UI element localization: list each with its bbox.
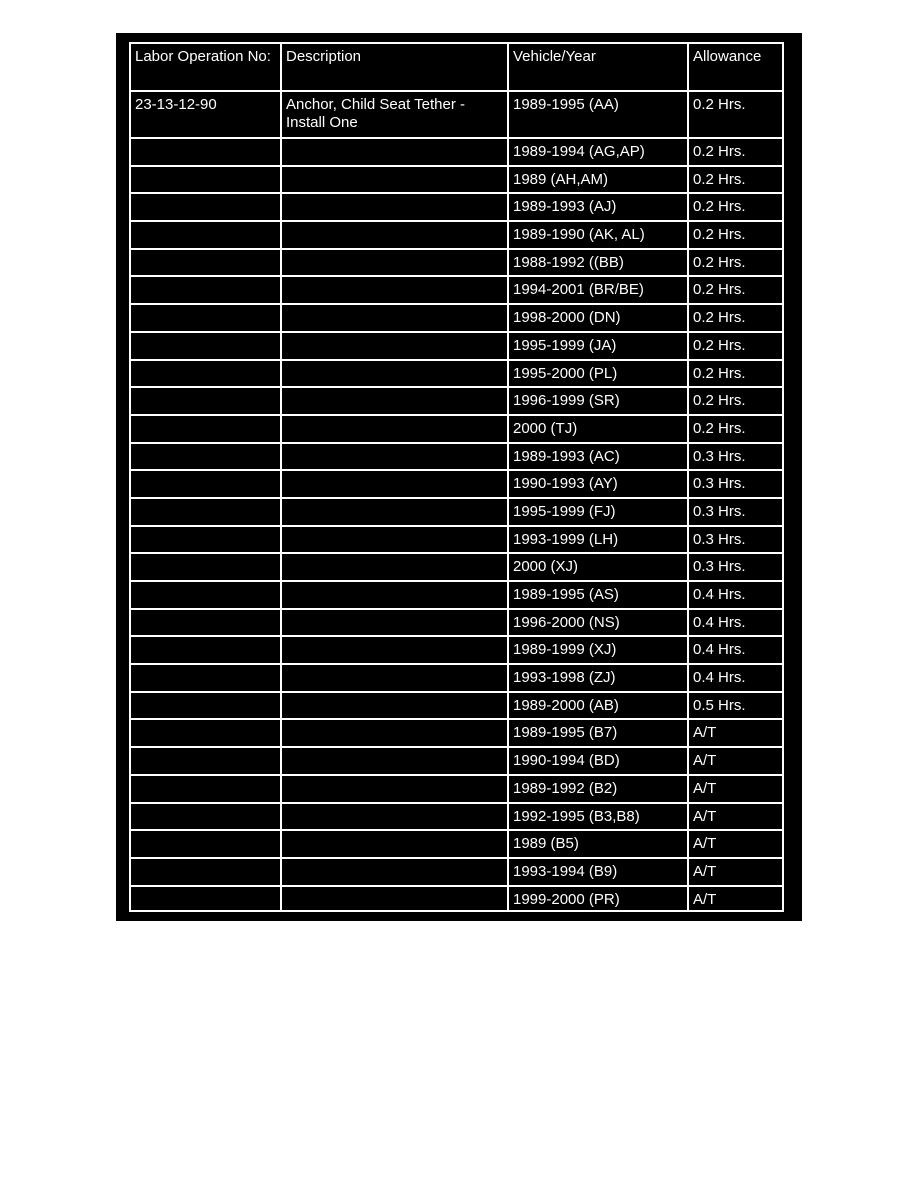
cell-allowance: 0.3 Hrs.: [687, 552, 784, 580]
cell-allowance: A/T: [687, 718, 784, 746]
cell-description: [280, 497, 507, 525]
table-row: [129, 303, 784, 331]
cell-vehicle-year: 1989 (AH,AM): [507, 165, 687, 193]
cell-allowance: 0.2 Hrs.: [687, 275, 784, 303]
cell-vehicle-year: 1989-1993 (AJ): [507, 192, 687, 220]
cell-vehicle-year: 1998-2000 (DN): [507, 303, 687, 331]
table-row: [129, 442, 784, 470]
cell-description: [280, 331, 507, 359]
cell-labor-operation: [129, 663, 280, 691]
table-row: [129, 165, 784, 193]
cell-allowance: 0.2 Hrs.: [687, 331, 784, 359]
table-row: [129, 691, 784, 719]
cell-vehicle-year: 1990-1994 (BD): [507, 746, 687, 774]
cell-description: [280, 248, 507, 276]
cell-labor-operation: [129, 746, 280, 774]
table-header-row: [129, 42, 784, 90]
cell-allowance: 0.2 Hrs.: [687, 359, 784, 387]
cell-description: [280, 165, 507, 193]
cell-allowance: 0.2 Hrs.: [687, 220, 784, 248]
table-row: [129, 718, 784, 746]
cell-allowance: 0.2 Hrs.: [687, 386, 784, 414]
cell-description: [280, 303, 507, 331]
cell-labor-operation: [129, 857, 280, 885]
table-row: [129, 248, 784, 276]
cell-vehicle-year: 1996-2000 (NS): [507, 608, 687, 636]
cell-description: [280, 552, 507, 580]
cell-description: [280, 386, 507, 414]
table-row: [129, 885, 784, 913]
table-row: [129, 829, 784, 857]
cell-vehicle-year: 1999-2000 (PR): [507, 885, 687, 913]
cell-vehicle-year: 1989-1995 (AA): [507, 90, 687, 137]
cell-labor-operation: [129, 497, 280, 525]
header-allowance: Allowance: [687, 42, 784, 90]
table-row: [129, 359, 784, 387]
cell-allowance: 0.3 Hrs.: [687, 442, 784, 470]
cell-labor-operation: [129, 718, 280, 746]
table-row: [129, 857, 784, 885]
cell-labor-operation: [129, 192, 280, 220]
cell-labor-operation: [129, 691, 280, 719]
cell-labor-operation: [129, 248, 280, 276]
table-row: [129, 774, 784, 802]
cell-vehicle-year: 2000 (TJ): [507, 414, 687, 442]
table-row: [129, 608, 784, 636]
cell-allowance: 0.2 Hrs.: [687, 248, 784, 276]
table-row: [129, 635, 784, 663]
cell-vehicle-year: 1989-1995 (AS): [507, 580, 687, 608]
cell-labor-operation: [129, 442, 280, 470]
table-row: [129, 746, 784, 774]
cell-description: Anchor, Child Seat Tether - Install One: [280, 90, 507, 137]
cell-vehicle-year: 1994-2001 (BR/BE): [507, 275, 687, 303]
table-row: [129, 220, 784, 248]
cell-labor-operation: [129, 635, 280, 663]
table-row: [129, 414, 784, 442]
cell-labor-operation: [129, 469, 280, 497]
cell-description: [280, 359, 507, 387]
cell-labor-operation: [129, 303, 280, 331]
table-row: [129, 802, 784, 830]
cell-description: [280, 192, 507, 220]
table-row: [129, 525, 784, 553]
cell-description: [280, 137, 507, 165]
cell-vehicle-year: 1988-1992 ((BB): [507, 248, 687, 276]
cell-vehicle-year: 1992-1995 (B3,B8): [507, 802, 687, 830]
cell-labor-operation: [129, 608, 280, 636]
cell-description: [280, 718, 507, 746]
header-vehicle-year: Vehicle/Year: [507, 42, 687, 90]
header-description: Description: [280, 42, 507, 90]
cell-vehicle-year: 1989-1992 (B2): [507, 774, 687, 802]
cell-allowance: 0.2 Hrs.: [687, 165, 784, 193]
cell-labor-operation: [129, 829, 280, 857]
cell-labor-operation: [129, 580, 280, 608]
cell-allowance: 0.3 Hrs.: [687, 469, 784, 497]
table-row: [129, 192, 784, 220]
table-row: [129, 580, 784, 608]
cell-labor-operation: [129, 774, 280, 802]
cell-allowance: 0.3 Hrs.: [687, 497, 784, 525]
cell-labor-operation: [129, 386, 280, 414]
cell-vehicle-year: 1996-1999 (SR): [507, 386, 687, 414]
cell-description: [280, 829, 507, 857]
cell-allowance: 0.2 Hrs.: [687, 137, 784, 165]
table-row: [129, 331, 784, 359]
cell-description: [280, 663, 507, 691]
cell-labor-operation: [129, 220, 280, 248]
cell-description: [280, 442, 507, 470]
cell-vehicle-year: 1995-2000 (PL): [507, 359, 687, 387]
cell-vehicle-year: 1993-1998 (ZJ): [507, 663, 687, 691]
cell-vehicle-year: 1995-1999 (FJ): [507, 497, 687, 525]
cell-vehicle-year: 1990-1993 (AY): [507, 469, 687, 497]
cell-allowance: 0.4 Hrs.: [687, 608, 784, 636]
cell-description: [280, 525, 507, 553]
cell-vehicle-year: 1989-2000 (AB): [507, 691, 687, 719]
cell-allowance: 0.3 Hrs.: [687, 525, 784, 553]
cell-vehicle-year: 1995-1999 (JA): [507, 331, 687, 359]
cell-allowance: 0.2 Hrs.: [687, 192, 784, 220]
table-row: [129, 137, 784, 165]
cell-vehicle-year: 1989-1994 (AG,AP): [507, 137, 687, 165]
cell-vehicle-year: 1989-1995 (B7): [507, 718, 687, 746]
cell-description: [280, 885, 507, 913]
table-row: [129, 497, 784, 525]
cell-labor-operation: [129, 275, 280, 303]
cell-labor-operation: [129, 525, 280, 553]
cell-description: [280, 857, 507, 885]
cell-vehicle-year: 1989-1990 (AK, AL): [507, 220, 687, 248]
cell-labor-operation: [129, 802, 280, 830]
cell-allowance: 0.4 Hrs.: [687, 580, 784, 608]
cell-vehicle-year: 1989-1993 (AC): [507, 442, 687, 470]
table-row: [129, 275, 784, 303]
cell-vehicle-year: 1989-1999 (XJ): [507, 635, 687, 663]
cell-allowance: 0.2 Hrs.: [687, 303, 784, 331]
cell-description: [280, 608, 507, 636]
cell-labor-operation: [129, 414, 280, 442]
table-row: [129, 663, 784, 691]
cell-vehicle-year: 1993-1994 (B9): [507, 857, 687, 885]
cell-labor-operation: [129, 359, 280, 387]
cell-description: [280, 414, 507, 442]
cell-labor-operation: [129, 165, 280, 193]
table-row: [129, 469, 784, 497]
cell-labor-operation: [129, 137, 280, 165]
cell-labor-operation: [129, 885, 280, 913]
cell-description: [280, 580, 507, 608]
cell-allowance: 0.2 Hrs.: [687, 414, 784, 442]
cell-allowance: A/T: [687, 829, 784, 857]
cell-labor-operation: [129, 552, 280, 580]
labor-table-frame: [116, 33, 802, 921]
cell-description: [280, 802, 507, 830]
cell-description: [280, 469, 507, 497]
table-row: [129, 386, 784, 414]
cell-allowance: A/T: [687, 885, 784, 913]
cell-allowance: 0.5 Hrs.: [687, 691, 784, 719]
cell-allowance: A/T: [687, 857, 784, 885]
cell-allowance: A/T: [687, 746, 784, 774]
cell-description: [280, 774, 507, 802]
table-row: [129, 552, 784, 580]
cell-allowance: 0.2 Hrs.: [687, 90, 784, 137]
cell-vehicle-year: 1989 (B5): [507, 829, 687, 857]
cell-allowance: A/T: [687, 774, 784, 802]
cell-description: [280, 691, 507, 719]
header-labor-operation: Labor Operation No:: [129, 42, 280, 90]
cell-vehicle-year: 1993-1999 (LH): [507, 525, 687, 553]
cell-description: [280, 220, 507, 248]
cell-allowance: 0.4 Hrs.: [687, 635, 784, 663]
table-row: [129, 90, 784, 137]
cell-allowance: 0.4 Hrs.: [687, 663, 784, 691]
cell-description: [280, 275, 507, 303]
cell-vehicle-year: 2000 (XJ): [507, 552, 687, 580]
labor-time-table: [129, 42, 784, 912]
cell-allowance: A/T: [687, 802, 784, 830]
cell-labor-operation: 23-13-12-90: [129, 90, 280, 137]
table-body: [129, 90, 784, 912]
cell-labor-operation: [129, 331, 280, 359]
cell-description: [280, 746, 507, 774]
cell-description: [280, 635, 507, 663]
